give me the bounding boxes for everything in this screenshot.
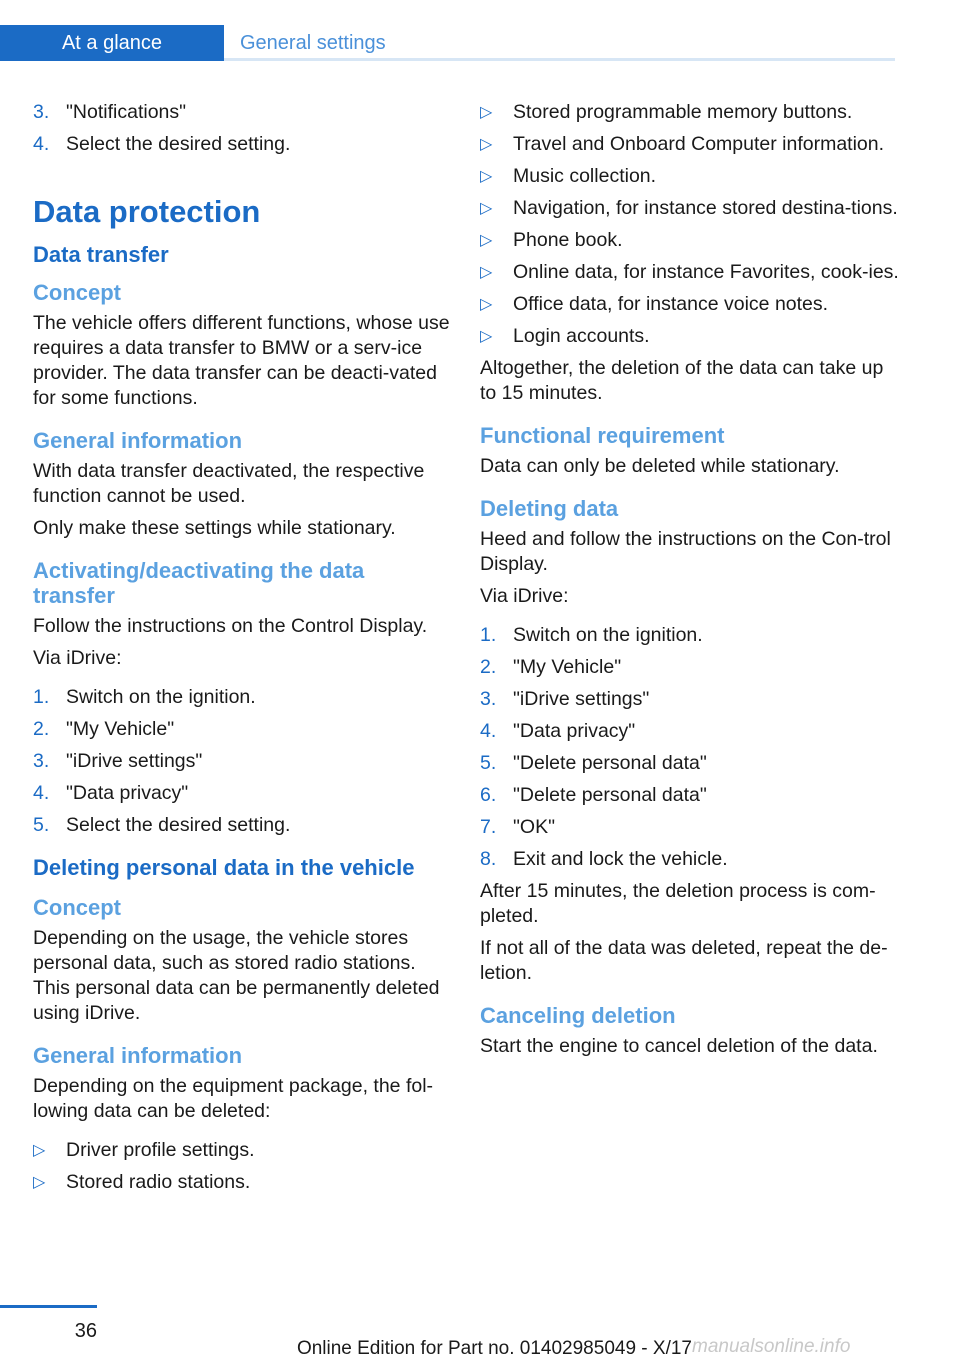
step-number: 3.: [33, 750, 50, 772]
heading-data-transfer: Data transfer: [33, 242, 169, 267]
paragraph-concept-2: Depending on the usage, the vehicle stores personal data, such as stored radio stations. This personal data can be permanently deleted using iDrive.: [33, 927, 440, 1024]
step-number: 7.: [480, 816, 497, 838]
step-text: "Data privacy": [66, 782, 189, 804]
step-text: Select the desired setting.: [66, 814, 291, 836]
heading-general-information-2: General information: [33, 1043, 243, 1068]
activate-step: [33, 717, 451, 742]
right-bullet-item: [480, 260, 900, 285]
paragraph-after: After 15 minutes, the deletion process is com-pleted.: [480, 880, 876, 927]
heading-general-information: General information: [33, 428, 243, 453]
tab-at-a-glance[interactable]: [0, 25, 224, 61]
right-bullet-item: [480, 164, 900, 189]
step-number: 3.: [33, 101, 50, 123]
step-number: 2.: [480, 656, 497, 678]
step-text: Switch on the ignition.: [66, 686, 256, 708]
step-number: 4.: [33, 133, 50, 155]
paragraph-via: Via iDrive:: [33, 647, 122, 669]
step-number: 4.: [480, 720, 497, 742]
step-text: "iDrive settings": [513, 688, 650, 710]
heading-deleting-personal: Deleting personal data in the vehicle: [33, 855, 415, 880]
paragraph-follow: Follow the instructions on the Control Display.: [33, 615, 428, 637]
activate-step: [33, 749, 451, 774]
bullet-text: Driver profile settings.: [66, 1139, 255, 1161]
tab-general-settings[interactable]: General settings: [240, 32, 386, 54]
triangle-bullet-icon: ▷: [480, 168, 493, 185]
triangle-bullet-icon: ▷: [480, 264, 493, 281]
heading-concept-2: Concept: [33, 895, 121, 920]
activate-step: [33, 813, 451, 838]
top-step: [33, 132, 451, 157]
steps-list-top: [33, 100, 451, 157]
bullet-text: Music collection.: [513, 165, 657, 187]
watermark: manualsonline.info: [692, 1336, 851, 1357]
step-number: 5.: [33, 814, 50, 836]
triangle-bullet-icon: ▷: [480, 200, 493, 217]
right-bullet-item: [480, 100, 900, 125]
bullet-text: Online data, for instance Favorites, cook-ies.: [513, 261, 899, 283]
step-number: 2.: [33, 718, 50, 740]
delete-step: [480, 623, 900, 648]
edition-text: Online Edition for Part no. 01402985049 - X/17: [296, 1338, 692, 1359]
delete-step: [480, 847, 900, 872]
header-tabs: [0, 25, 895, 61]
paragraph-general-2: Depending on the equipment package, the fol-lowing data can be deleted:: [33, 1075, 434, 1122]
paragraph-general-a: With data transfer deactivated, the respective function cannot be used.: [33, 460, 425, 507]
bullet-text: Stored radio stations.: [66, 1171, 251, 1193]
heading-functional-requirement: Functional requirement: [480, 423, 725, 448]
step-text: "iDrive settings": [66, 750, 203, 772]
step-number: 8.: [480, 848, 497, 870]
right-bullet-item: [480, 228, 900, 253]
page-number: 36: [74, 1320, 97, 1342]
step-text: "Notifications": [66, 101, 187, 123]
step-number: 5.: [480, 752, 497, 774]
heading-data-protection: Data protection: [33, 194, 261, 229]
heading-canceling-deletion: Canceling deletion: [480, 1003, 676, 1028]
triangle-bullet-icon: ▷: [33, 1174, 46, 1191]
triangle-bullet-icon: ▷: [480, 296, 493, 313]
step-text: "My Vehicle": [513, 656, 622, 678]
tab-at-a-glance-label: At a glance: [61, 32, 163, 54]
paragraph-heed: Heed and follow the instructions on the Con-trol Display.: [480, 528, 891, 575]
paragraph-general-b: Only make these settings while stationary.: [33, 517, 396, 539]
triangle-bullet-icon: ▷: [480, 136, 493, 153]
bullet-text: Navigation, for instance stored destina-tions.: [513, 197, 898, 219]
step-number: 6.: [480, 784, 497, 806]
triangle-bullet-icon: ▷: [480, 104, 493, 121]
footer-rule: [0, 1305, 97, 1308]
bullet-text: Travel and Onboard Computer information.: [513, 133, 885, 155]
bullet-text: Phone book.: [513, 229, 623, 251]
activate-step: [33, 781, 451, 806]
bullet-text: Office data, for instance voice notes.: [513, 293, 829, 315]
left-bullet-item: [33, 1138, 451, 1163]
step-text: Exit and lock the vehicle.: [513, 848, 728, 870]
delete-step: [480, 719, 900, 744]
top-step: [33, 100, 451, 125]
delete-step: [480, 687, 900, 712]
triangle-bullet-icon: ▷: [33, 1142, 46, 1159]
right-column: [480, 100, 900, 1066]
step-text: Switch on the ignition.: [513, 624, 703, 646]
left-bullet-item: [33, 1170, 451, 1195]
paragraph-if-not: If not all of the data was deleted, repeat the de-letion.: [480, 937, 888, 984]
steps-list-delete: [480, 623, 900, 872]
activate-step: [33, 685, 451, 710]
paragraph-concept: The vehicle offers different functions, whose use requires a data transfer to BMW or a serv-ice provider. The data transfer can be deacti-vated for some functions.: [33, 312, 450, 409]
delete-step: [480, 815, 900, 840]
paragraph-start-engine: Start the engine to cancel deletion of the data.: [480, 1035, 878, 1057]
right-bullet-item: [480, 132, 900, 157]
right-bullet-item: [480, 196, 900, 221]
triangle-bullet-icon: ▷: [480, 232, 493, 249]
delete-step: [480, 655, 900, 680]
right-bullet-item: [480, 324, 900, 349]
step-text: "OK": [513, 816, 556, 838]
paragraph-via-right: Via iDrive:: [480, 585, 569, 607]
delete-step: [480, 751, 900, 776]
step-number: 1.: [33, 686, 50, 708]
step-text: "Delete personal data": [513, 752, 707, 774]
tab-underline: [224, 58, 895, 61]
step-number: 4.: [33, 782, 50, 804]
heading-activating: Activating/deactivating the data transfer: [33, 558, 365, 608]
right-bullet-item: [480, 292, 900, 317]
heading-deleting-data: Deleting data: [480, 496, 619, 521]
paragraph-functional: Data can only be deleted while stationary.: [480, 455, 840, 477]
step-text: "My Vehicle": [66, 718, 175, 740]
step-number: 1.: [480, 624, 497, 646]
bullet-list-right: [480, 100, 900, 349]
paragraph-altogether: Altogether, the deletion of the data can take up to 15 minutes.: [480, 357, 884, 404]
triangle-bullet-icon: ▷: [480, 328, 493, 345]
bullet-text: Stored programmable memory buttons.: [513, 101, 853, 123]
delete-step: [480, 783, 900, 808]
step-text: "Data privacy": [513, 720, 636, 742]
heading-concept: Concept: [33, 280, 121, 305]
left-column: [33, 100, 451, 1202]
step-text: Select the desired setting.: [66, 133, 291, 155]
steps-list-activate: [33, 685, 451, 838]
bullet-text: Login accounts.: [513, 325, 650, 347]
step-text: "Delete personal data": [513, 784, 707, 806]
step-number: 3.: [480, 688, 497, 710]
bullet-list-left: [33, 1138, 451, 1195]
